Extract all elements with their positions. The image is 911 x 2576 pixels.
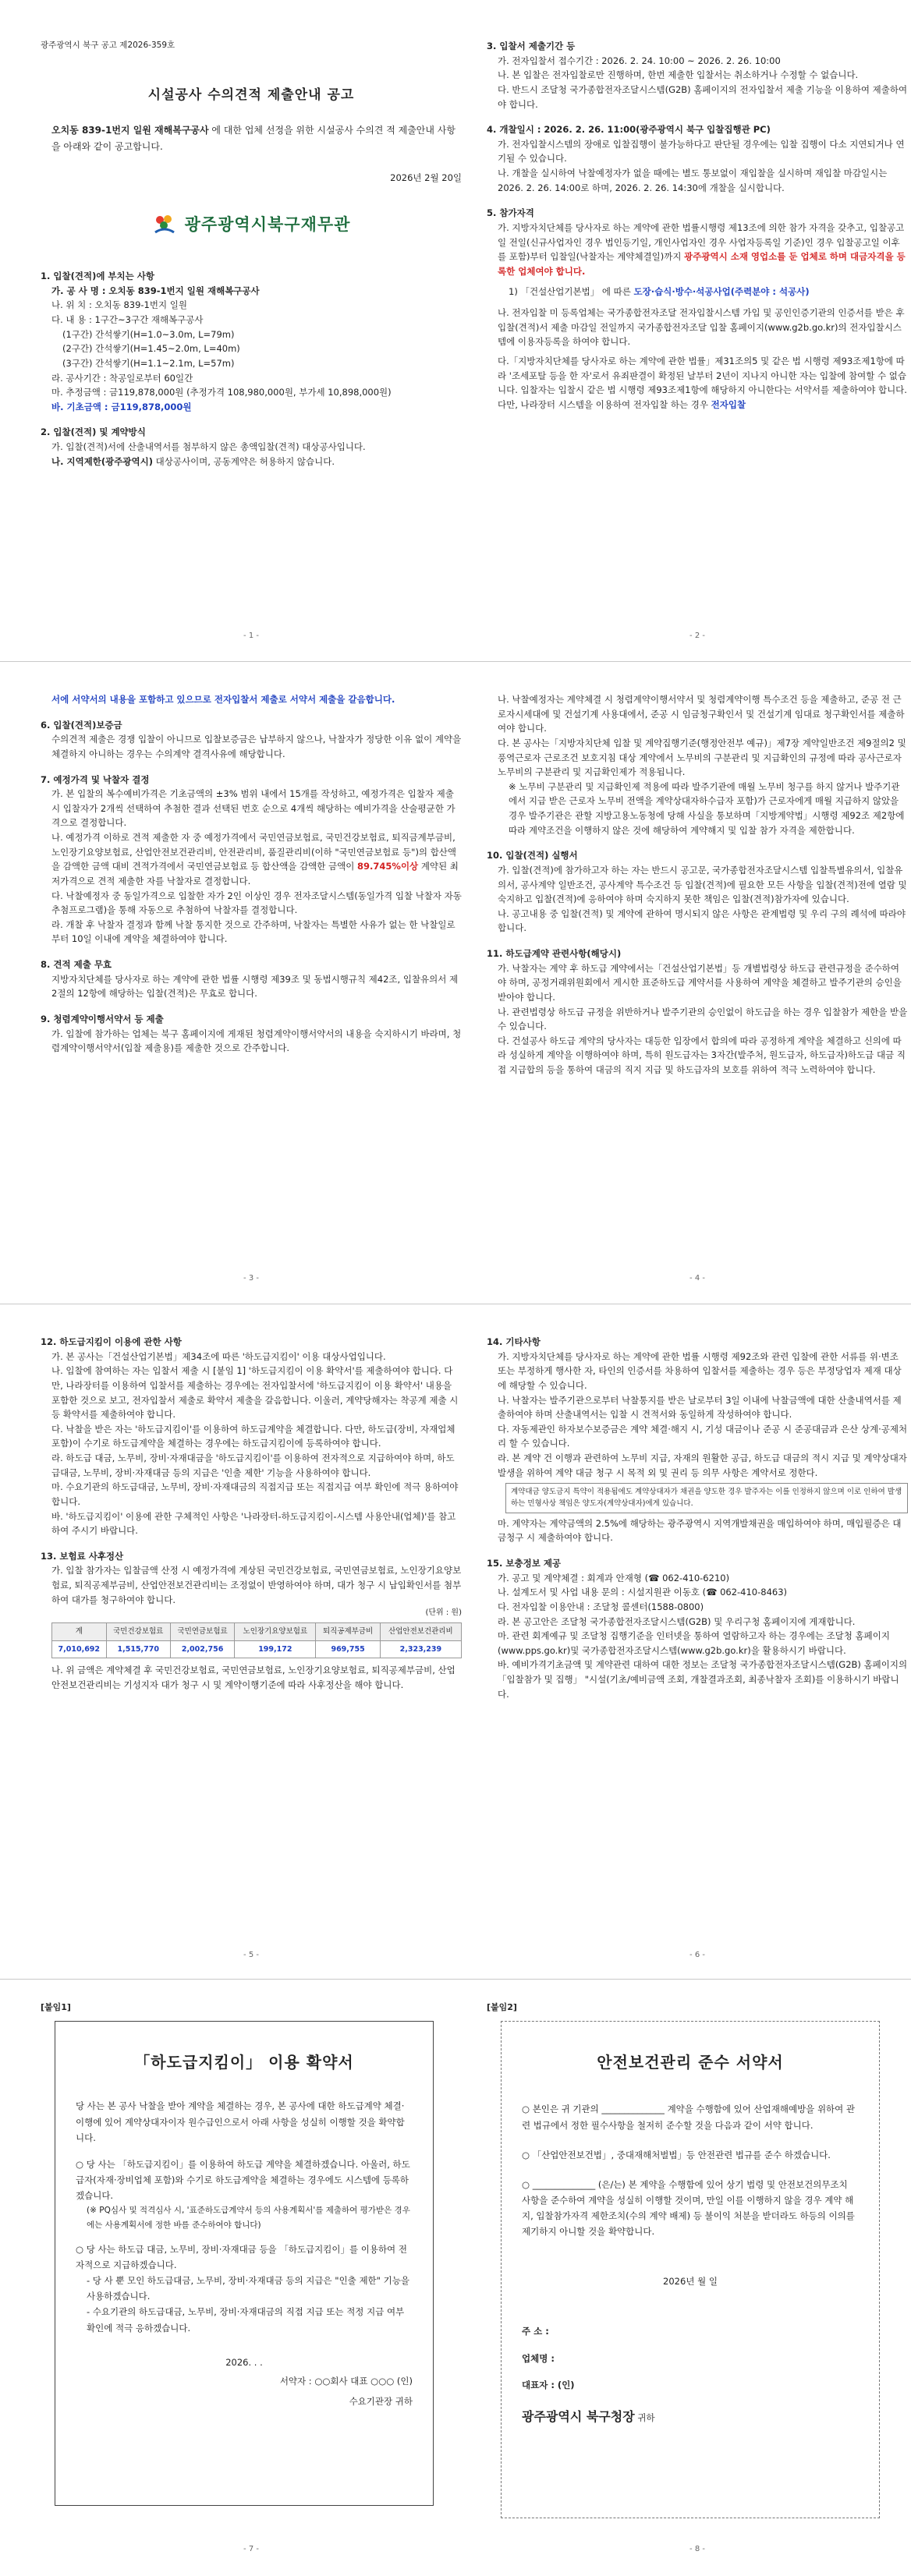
section-15-line: 라. 본 공고안은 조달청 국가종합전자조달시스템(G2B) 및 우리구청 홈페이지에 게재합니다. — [498, 1615, 856, 1627]
section-10-line: 나. 공고내용 중 입찰(견적) 및 계약에 관하여 명시되지 않은 사항은 관계법령 및 우리 구의 례석에 따라야 합니다. — [498, 908, 906, 934]
table-header-cell: 노인장기요양보험료 — [235, 1623, 316, 1640]
form-date: 2026년 월 일 — [663, 2276, 718, 2288]
table-cell: 969,755 — [316, 1640, 380, 1658]
notice-lead: 오치동 839-1번지 일원 재해복구공사 에 대한 업체 선정을 위한 시설공사 수의견 적 제출안내 사항을 아래와 같이 공고합니다. — [51, 124, 456, 152]
table-row — [52, 1640, 462, 1658]
section-1-line: 라. 공사기간 : 착공일로부터 60일간 — [51, 372, 193, 384]
form-item: - 당 사 뿐 모인 하도급대금, 노무비, 장비·자재대금 등의 지급은 "인출 제한" 기능을 사용하겠습니다. — [87, 2275, 409, 2302]
page-5 — [41, 1335, 462, 1947]
section-12-line: 마. 수요기관의 하도급대금, 노무비, 장비·자재대금의 직접지급 또는 직접지급 여부 확인에 적극 용하여야 합니다. — [51, 1481, 459, 1507]
section-5-body — [487, 221, 908, 412]
table-cell: 2,002,756 — [170, 1640, 234, 1658]
continued-text: 서에 서약서의 내용을 포함하고 있으므로 전자입찰서 제출로 서약서 제출을 갈음합니다. — [51, 694, 395, 705]
notice-title: 시설공사 수의견적 제출안내 공고 — [147, 87, 355, 103]
form-title: 「하도급지킴이」 이용 확약서 — [134, 2053, 354, 2072]
section-1-line: 마. 추정금액 : 금119,878,000원 (추정가격 108,980,000원, 부가세 10,898,000원) — [51, 387, 392, 398]
section-15-line: 다. 전자입찰 이용안내 : 조달청 콜센터(1588-0800) — [498, 1601, 704, 1612]
continued-line: 나. 낙찰예정자는 계약체결 시 청렴계약이행서약서 및 청렴계약이행 특수조건 등을 제출하고, 준공 전 근로자시세대에 및 건설기계 사용대에서, 준공 시 임금청구확인서 및 건설기계 임대료 청구확인서를 제출하여야 합니다. — [498, 694, 905, 734]
district-logo-icon — [152, 214, 177, 235]
section-11-line: 다. 건설공사 하도급 계약의 당사자는 대등한 입장에서 합의에 따라 공정하게 계약을 체결하고 신의에 따라 성실하게 계약을 이행하여야 하며, 특히 원도급자는 3자간(발주처, 원도급자, 하도급자)하도급 대금 직접 지급합의 등을 통하여 대금의 직지 지급 및 하도급자의 보호를 위하여 적극 노력하여야 합니다. — [498, 1035, 906, 1075]
continued-line: 다. 본 공사는「지방자치단체 입찰 및 계약집행기준(행정안전부 예규)」제7장 계약일반조건 제9절의2 및 풍역근로자 근로조건 보호지침 대상 계약에서 노무비의 구분관리 및 지급확인의 규정에 따라 공사근로자 노무비의 구분관리 및 지급확인제가 적용됩니다. — [498, 737, 906, 778]
section-12-line: 다. 낙찰을 받은 자는 '하도급지킴이'를 이용하여 하도급계약을 체결합니다. 다만, 하도급(장비, 자재업체 포함)이 수기로 하도급계약을 체결하는 경우에는 하도급지킴이에 등록하여야 합니다. — [51, 1423, 456, 1449]
page-2 — [487, 39, 908, 628]
field-company: 업체명 : — [522, 2352, 555, 2364]
section-14-title: 14. 기타사항 — [487, 1336, 541, 1347]
section-1-body — [41, 284, 462, 415]
section-5-line: 다.「지방자치단체를 당사자로 하는 계약에 관한 법률」제31조의5 및 같은 법 시행령 제93조제1항에 따라 '조세포탈 등을 한 자'로서 유죄판결이 확정된 날부터 2년이 지나지 아니한 자는 입찰에 참여할 수 없습니다. 입찰자는 입찰시 같은 법 시행령 제93조제1항에 해당하지 아니한다는 서약서를 제출하여야 합니다. 다만, 나라장터 시스템을 이용하여 전자입찰 하는 경우 전자입찰 — [498, 355, 907, 410]
section-4-title: 4. 개찰일시 : 2026. 2. 26. 11:00(광주광역시 북구 입찰집행관 PC) — [487, 124, 771, 136]
section-12-body — [41, 1350, 462, 1538]
form-content — [55, 2022, 433, 2409]
form-item: ○ 당 사는 「하도급지킴이」를 이용하여 하도급 계약을 체결하겠습니다. 아울러, 하도급자(자재·장비업체 포함)와 수기로 하도급계약을 체결하는 경우에도 시스템에 등록하겠습니다. — [76, 2158, 410, 2202]
section-3-line: 나. 본 입찰은 전자입찰로만 진행하며, 한번 제출한 입찰서는 취소하거나 수정할 수 없습니다. — [498, 69, 859, 81]
page-divider — [0, 1979, 911, 1980]
section-14-body — [487, 1350, 908, 1545]
section-1-line: (3구간) 간석쌓기(H=1.1~2.1m, L=57m) — [62, 357, 235, 369]
table-unit: (단위 : 원) — [425, 1608, 462, 1618]
section-2-title: 2. 입찰(견적) 및 계약방식 — [41, 426, 146, 438]
page-number: - 5 - — [243, 1951, 259, 1959]
section-12-line: 라. 하도급 대금, 노무비, 장비·자재대금을 '하도급지킴이'를 이용하여 전자적으로 지급하여야 하며, 하도급대금, 노무비, 장비·자재대금 등의 지급은 '인출 제한' 기능을 사용하여야 합니다. — [51, 1453, 455, 1478]
section-4-body — [487, 137, 908, 196]
section-1-line: (2구간) 간석쌓기(H=1.45~2.0m, L=40m) — [62, 343, 240, 355]
section-15-title: 15. 보충정보 제공 — [487, 1558, 562, 1569]
page-number: - 2 - — [689, 632, 705, 640]
table-header-cell: 국민건강보험료 — [106, 1623, 170, 1640]
page-divider — [0, 661, 911, 662]
section-5-line: 나. 전자입찰 미 등록업체는 국가종합전자조달 전자입찰시스템 가입 및 공인인증기관의 인증서를 받은 후 입찰(견적)서 제출 마감일 전일까지 국가종합전자조달 입찰 홈페이지(www.g2b.go.kr)의 전자입찰시스템에 이용자등록을 하여야 합니다. — [498, 307, 905, 348]
section-14-line: 나. 낙찰자는 발주기관으로부터 낙찰통지를 받은 날로부터 3일 이내에 낙찰금액에 대한 산출내역서를 제출하여야 하며 산출내역서는 입찰 시 견적서와 동일하게 작성하여야 합니다. — [498, 1394, 902, 1421]
section-15-line: 가. 공고 및 계약체결 : 회계과 안재형 (☎ 062-410-6210) — [498, 1572, 730, 1583]
section-13-body — [41, 1563, 462, 1692]
page-number: - 7 - — [243, 2545, 259, 2553]
form-date: 2026. . . — [225, 2356, 263, 2368]
page-3 — [41, 692, 462, 1269]
table-cell: 2,323,239 — [380, 1640, 461, 1658]
table-header-cell: 산업안전보건관리비 — [380, 1623, 461, 1640]
form-item: ○ 「산업안전보건법」, 중대재해처벌법」등 안전관련 법규를 준수 하겠습니다. — [522, 2149, 831, 2160]
form-item: ○ ______________ (은/는) 본 계약을 수행함에 있어 상기 법령 및 안전보건의무조치 사항을 준수하여 계약을 성실히 이행할 것이며, 만일 이를 이행하지 않을 경우 계약 해지, 입찰참가자격 제한조치(수의 계약 배제) 등 불이익 처분을 받더라도 하등의 이의를 제기하지 아니할 것을 확약합니다. — [522, 2178, 855, 2238]
section-2-line: 가. 입찰(견적)서에 산출내역서를 첨부하지 않은 총액입찰(견적) 대상공사입니다. — [51, 441, 366, 453]
table-cell: 7,010,692 — [52, 1640, 107, 1658]
page-number: - 8 - — [689, 2545, 705, 2553]
form-intro: 당 사는 본 공사 낙찰을 받아 계약을 체결하는 경우, 본 공사에 대한 하도급계약 체결·이행에 있어 계약상대자이자 원수급인으로서 아래 사항을 성실히 이행할 것을 확약합니다. — [76, 2100, 405, 2143]
section-15-line: 나. 설계도서 및 사업 내용 문의 : 시설지원관 이동호 (☎ 062-410-8463) — [498, 1587, 788, 1598]
section-1-line: (1구간) 간석쌓기(H=1.0~3.0m, L=79m) — [62, 328, 235, 340]
section-10-line: 가. 입찰(견적)에 참가하고자 하는 자는 반드시 공고문, 국가종합전자조달시스템 입찰특별유의서, 입찰유의서, 공사계약 일반조건, 공사계약 특수조건 등 입찰(견적)에 필요한 모든 사항을 입찰(견적)전에 열람 및 숙지하고 입찰(견적)에 응하여야 하며 숙지하지 못한 책임은 입찰(견적)참가자에 있습니다. — [498, 864, 907, 905]
continued-line: ※ 노무비 구분관리 및 지급확인제 적용에 따라 발주기관에 매월 노무비 청구를 하지 않거나 발주기관에서 지급 받은 근로자 노무비 전액을 계약상대자하수급자 포함)가 근로자에게 매월 지급하지 않았을 경우 발주기관은 관할 지방고용노동청에 당해 사실을 통보하며「지방계약법」시행령 제92조 제2항에 따라 계약조건을 이행하지 않은 것에 해당하여 계약해지 및 입찰 참가 자격을 제한합니다. — [509, 780, 905, 836]
notice-date: 2026년 2월 20일 — [390, 172, 462, 183]
section-7-line: 라. 개찰 후 낙찰자 결정과 함께 낙찰 통지한 것으로 간주하며, 낙찰자는 특별한 사유가 없는 한 낙찰일로부터 10일 이내에 계약을 체결하여야 합니다. — [51, 918, 456, 945]
attachment-label: [붙임1] — [41, 2002, 71, 2012]
field-representative: 대표자 : (인) — [522, 2379, 575, 2390]
section-7-line: 다. 낙찰예정자 중 동일가격으로 입찰한 자가 2인 이상인 경우 전자조달시스템(동일가격 입찰 낙찰자 자동추첨프로그램)을 통해 자동으로 추첨하여 낙찰자를 결정합니다. — [51, 890, 462, 916]
organization-name: 광주광역시북구재무관 — [184, 215, 351, 235]
section-1-title: 1. 입찰(견적)에 부치는 사항 — [41, 271, 154, 282]
section-6-body: 수의견적 제출은 경쟁 입찰이 아니므로 입찰보증금은 납부하지 않으나, 낙찰자가 정당한 이유 없이 계약을 체결하지 아니하는 경우는 수의계약 결격사유에 해당합니다. — [51, 734, 462, 759]
table-header-row — [52, 1623, 462, 1640]
section-9-body: 가. 입찰에 참가하는 업체는 북구 홈페이지에 게재된 청렴계약이행서약서의 내용을 숙지하시기 바라며, 청렴계약이행서약서(입찰 제출용)를 제출한 것으로 간주합니다. — [51, 1028, 462, 1054]
section-14-line: 가. 지방자치단체를 당사자로 하는 계약에 관한 법률 시행령 제92조와 관련 입찰에 관한 서류를 위·변조 또는 부정하게 행사한 자, 타인의 인증서를 차용하여 입찰서를 제출하는 경우 등은 부정당업자 제재 대상에 해당할 수 있습니다. — [498, 1350, 902, 1391]
form-recipient: 수요기관장 귀하 — [349, 2395, 413, 2407]
section-5-title: 5. 참가자격 — [487, 207, 534, 219]
section-7-line: 가. 본 입찰의 복수예비가격은 기초금액의 ±3% 범위 내에서 15개를 작성하고, 예정가격은 입찰자 제출 시 입찰자가 2개씩 선택하여 추첨한 결과 선택된 번호 순으로 4개씩 해당하는 예비가격을 산술평균한 가격으로 결정합니다. — [51, 788, 456, 829]
section-1-line: 다. 내 용 : 1구간~3구간 재해복구공사 — [51, 314, 204, 326]
continued-section — [487, 692, 908, 837]
section-13-title: 13. 보험료 사후정산 — [41, 1550, 124, 1562]
section-8-body: 지방자치단체를 당사자로 하는 계약에 관한 법률 시행령 제39조 및 동법시행규칙 제42조, 입찰유의서 제2절의 12항에 해당하는 입찰(견적)은 무효로 합니다. — [51, 973, 459, 1000]
section-14-line: 마. 계약자는 계약금액의 2.5%에 해당하는 광주광역시 지역개발채권을 매입하여야 하며, 매입필증은 대금청구 시 제출하여야 합니다. — [498, 1517, 902, 1544]
form-item: ○ 본인은 귀 기관의 ______________ 계약을 수행함에 있어 산업재해예방을 위하여 관련 법규에서 정한 필수사항을 철저히 준수할 것을 다음과 같이 서약 합니다. — [522, 2104, 856, 2131]
section-11-body — [487, 961, 908, 1077]
table-cell: 1,515,770 — [106, 1640, 170, 1658]
field-address: 주 소 : — [522, 2326, 549, 2337]
section-15-body — [487, 1571, 908, 1702]
section-8-title: 8. 견적 제출 무효 — [41, 959, 112, 970]
section-11-line: 나. 관련법령상 하도급 규정을 위반하거나 발주기관의 승인없이 하도급을 하는 경우 입찰참가 제한을 받을 수 있습니다. — [498, 1006, 908, 1032]
assignment-note-box: 계약대금 양도금지 특약이 적용됨에도 계약상대자가 채권을 양도한 경우 발주자는 이를 인정하지 않으며 이로 인하여 발생하는 민형사상 책임은 양도자(계약상대자)에게 있습니다. — [505, 1483, 908, 1513]
page-number: - 6 - — [689, 1951, 705, 1959]
section-3-line: 가. 전자입찰서 접수기간 : 2026. 2. 24. 10:00 ~ 2026. 2. 26. 10:00 — [498, 55, 781, 66]
section-13-line: 가. 입찰 참가자는 입찰금액 산정 시 예정가격에 계상된 국민건강보험료, 국민연금보험료, 노인장기요양보험료, 퇴직공제부금비, 산업안전보건관리비는 조정없이 반영하여야 하며, 대가 청구 시 납입확인서를 첨부하여 대가를 청구하여야 합니다. — [51, 1565, 462, 1605]
form-item: - 수요기관의 하도급대금, 노무비, 장비·자재대금의 직접 지급 또는 적정 지급 여부 확인에 적극 응하겠습니다. — [87, 2306, 405, 2334]
section-12-line: 가. 본 공사는「건설산업기본법」제34조에 따른 '하도급지킴이' 이용 대상사업입니다. — [51, 1350, 386, 1362]
form-content — [502, 2022, 879, 2427]
section-7-line: 나. 예정가격 이하로 견적 제출한 자 중 예정가격에서 국민연금보험료, 국민건강보험료, 퇴직금계부금비, 노인장기요양보험료, 산업안전보건관리비, 안전관리비, 품질관리비(이하 "국민연금보험료 등")의 합산액을 감액한 금액 대비 견적가격에서 국민연금보험료 등 합산액을 감액한 금액이 89.745%이상 계약된 최저가격으로 견적 제출한 자를 낙찰자로 결정합니다. — [51, 832, 459, 886]
section-4-line: 가. 전자입찰시스템의 장애로 입찰집행이 불가능하다고 판단될 경우에는 입찰 집행이 다소 지연되거나 연기될 수 있습니다. — [498, 138, 905, 165]
page-number: - 4 - — [689, 1274, 705, 1283]
page-1 — [41, 39, 462, 628]
section-11-title: 11. 하도급계약 관련사항(해당시) — [487, 948, 622, 959]
section-7-title: 7. 예정가격 및 낙찰자 결정 — [41, 773, 150, 785]
section-14-line: 라. 본 계약 건 이행과 관련하여 노무비 지급, 자재의 원활한 공급, 하도급 대금의 적시 지급 및 계약상대자 발생을 위하여 계약 대금 청구 시 목적 외 및 권리 등 의무 사항은 계약서로 정한다. — [498, 1453, 907, 1478]
form-title: 안전보건관리 준수 서약서 — [597, 2053, 784, 2072]
section-12-title: 12. 하도급지킴이 이용에 관한 사항 — [41, 1336, 182, 1347]
section-13-line: 나. 위 금액은 계약체결 후 국민건강보험료, 국민연금보험료, 노인장기요양보험료, 퇴직공제부금비, 산업안전보건관리비는 기성지자 대가 청구 시 및 계약이행기준에 따라 사후정산을 해야 합니다. — [51, 1665, 456, 1690]
attachment-label: [붙임2] — [487, 2002, 517, 2012]
table-header-cell: 계 — [52, 1623, 107, 1640]
section-1-line: 나. 위 치 : 오치동 839-1번지 일원 — [51, 299, 187, 311]
section-9-title: 9. 청렴계약이행서약서 등 제출 — [41, 1013, 164, 1024]
section-15-line: 바. 예비가격기초금액 및 계약관련 대하여 대한 정보는 조달청 국가종합전자조달시스템(G2B) 홈페이지의 「입찰참가 및 집행」 "시설(기초/예비금액 조회, 개찰결과조회, 최종낙찰자 조회)를 이용하시기 바랍니다. — [498, 1659, 908, 1700]
section-11-line: 가. 낙찰자는 계약 후 하도급 계약에서는「건설산업기본법」등 개별법령상 하도급 관련규정을 준수하여야 하며, 공정거래위원회에서 게시한 표준하도급 계약서를 사용하여 계약을 체결하고 발주기관의 승인을 받아야 합니다. — [498, 962, 902, 1003]
page-number: - 3 - — [243, 1274, 259, 1283]
section-10-title: 10. 입찰(견적) 실행서 — [487, 850, 578, 862]
section-12-line: 나. 입찰에 참여하는 자는 입찰서 제출 시 [붙임 1] '하도급지킴이 이용 확약서'를 제출하여야 합니다. 다만, 나라장터를 이용하여 입찰서를 제출하는 경우에는 전자입찰서에 '하도급지킴이 이용 확약서' 내용을 포함한 것으로 보고, 전자입찰서 제출로 확약서 제출을 갈음합니다. 이울러, 계약당해자는 착공계 제출 시 등 확약서를 제출하여야 합니다. — [51, 1365, 459, 1421]
organization-header — [41, 211, 462, 238]
form-recipient: 광주광역시 북구청장 귀하 — [522, 2408, 655, 2424]
project-name: 오치동 839-1번지 일원 재해복구공사 — [51, 124, 209, 136]
section-3-title: 3. 입찰서 제출기간 등 — [487, 41, 576, 51]
page-4 — [487, 692, 908, 1269]
section-14-line: 다. 자동제관인 하자보수보증금은 계약 체결·해지 시, 기성 대금이나 준공 시 준공대금과 은산 상계·공제처리 할 수 있습니다. — [498, 1423, 908, 1449]
section-7-body — [41, 787, 462, 947]
section-5-line: 가. 지방자치단체를 당사자로 하는 계약에 관한 법률시행령 제13조에 의한 참가 자격을 갖추고, 입찰공고일 전일(신규사업자인 경우 법인등기일, 개인사업자인 경우 사업자등록일 기준)인 경우 입찰공고일 이후를 포함)부터 입찰일(낙찰자는 계약체결일)까지 광주광역시 소재 영업소를 둔 업체로 하며 대금자격을 등록한 업체여야 합니다. — [498, 221, 906, 277]
insurance-table — [51, 1622, 462, 1658]
section-15-line: 마. 관련 회계예규 및 조달청 집행기준을 인터넷을 통하여 열람하고자 하는 경우에는 조달청 홈페이지(www.pps.go.kr)및 국가종합전자조달시스템(www.g2b.go.kr)을 활용하시기 바랍니다. — [498, 1630, 890, 1656]
section-6-title: 6. 입찰(견적)보증금 — [41, 719, 122, 731]
page-number: - 1 - — [243, 632, 259, 640]
page-6 — [487, 1335, 908, 1947]
section-1-line: 가. 공 사 명 : 오치동 839-1번지 일원 재해복구공사 — [51, 285, 260, 296]
table-cell: 199,172 — [235, 1640, 316, 1658]
section-4-line: 나. 개찰을 실시하여 낙찰예정자가 없을 때에는 별도 통보없이 재입찰을 실시하며 재입찰 마감일시는 2026. 2. 26. 14:00로 하며, 2026. 2. 26. 14:30에 개찰을 실시합니다. — [498, 168, 888, 193]
table-header-cell: 퇴직공제부금비 — [316, 1623, 380, 1640]
form-signer: 서약자 : ○○회사 대표 ○○○ (인) — [279, 2375, 413, 2387]
safety-pledge-form — [501, 2021, 880, 2518]
section-10-body — [487, 863, 908, 936]
section-3-line: 다. 반드시 조달청 국가종합전자조달시스템(G2B) 홈페이지의 전자입찰서 제출 기능을 이용하여 제출하여야 합니다. — [498, 83, 908, 110]
document-number: 광주광역시 북구 공고 제2026-359호 — [41, 41, 175, 50]
section-5-line: 1) 「건설산업기본법」 에 따른 도장·습식·방수·석공사업(주력분야 : 석공사) — [509, 286, 810, 298]
table-header-cell: 국민연금보험료 — [170, 1623, 234, 1640]
form-item: ○ 당 사는 하도급 대금, 노무비, 장비·자재대금 등을 「하도급지킴이」를 이용하여 전자적으로 지급하겠습니다. — [76, 2243, 407, 2271]
section-2-body — [41, 440, 462, 469]
section-2-line: 나. 지역제한(광주광역시) 대상공사이며, 공동계약은 허용하지 않습니다. — [51, 455, 335, 467]
form-item: (※ PQ심사 및 적격심사 시, '표준하도급계약서 등의 사용계획서'를 제출하여 평가받은 경우에는 사용계획서에 정한 바를 준수하여야 합니다) — [87, 2206, 410, 2230]
section-12-line: 바. '하도급지킴이' 이용에 관한 구체적인 사항은 '나라장터-하도급지킴이-시스템 사용안내(업체)'를 참고하여 주시기 바랍니다. — [51, 1510, 456, 1537]
section-3-body — [487, 54, 908, 112]
subcontract-pledge-form — [55, 2021, 434, 2506]
base-price-line: 바. 기초금액 : 금119,878,000원 — [51, 401, 192, 412]
